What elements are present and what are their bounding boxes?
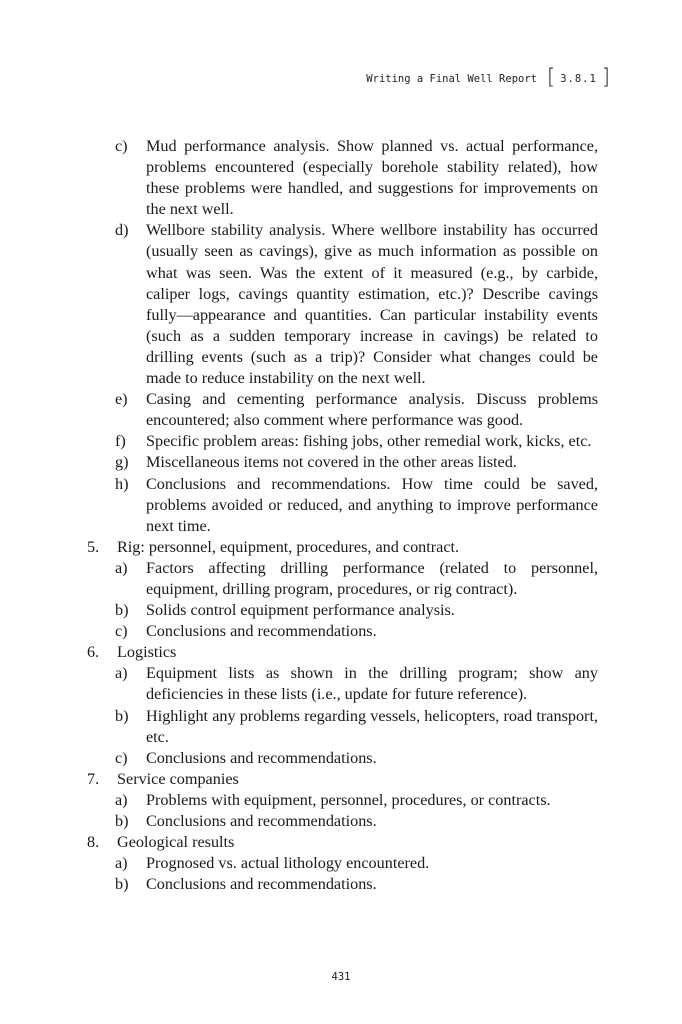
- item-text: Prognosed vs. actual lithology encountered.: [146, 854, 430, 873]
- list-item: [115, 220, 598, 389]
- item-text: Problems with equipment, personnel, procedures, or contracts.: [146, 790, 551, 809]
- item-text: Conclusions and recommendations.: [146, 812, 377, 830]
- list-item: [115, 790, 598, 811]
- item-label: g): [115, 453, 129, 472]
- list-item: [87, 642, 598, 663]
- item-label: a): [115, 558, 128, 577]
- list-item: [115, 706, 598, 748]
- item-text: Specific problem areas: fishing jobs, other remedial work, kicks, etc.: [146, 432, 592, 451]
- item-text: Service companies: [117, 769, 239, 788]
- item-label: b): [115, 875, 129, 894]
- section-bracket-close: ]: [601, 65, 610, 89]
- item-text: Casing and cementing performance analysis. Discuss problems encountered; also comment where performance was good.: [146, 390, 598, 430]
- list-item: [115, 136, 598, 220]
- item-label: b): [115, 706, 129, 725]
- running-header: [366, 65, 610, 89]
- list-item: [87, 832, 598, 853]
- item-text: Geological results: [117, 833, 235, 852]
- list-item: [115, 431, 598, 452]
- item-text: Highlight any problems regarding vessels, helicopters, road transport, etc.: [146, 706, 598, 746]
- running-title: Writing a Final Well Report: [366, 72, 537, 85]
- item-text: Wellbore stability analysis. Where wellbore instability has occurred (usually seen as cavings), give as much information as possible on what was seen. Was the extent of it measured (e.g., by carbide, caliper logs, cavings quantity estimation, etc.)? Describe cavings fully—appearance and quantities. Can particular instability events (such as a sudden temporary increase in cavings) be related to drilling events (such as a trip)? Consider what changes could be made to reduce instability on the next well.: [146, 221, 598, 388]
- list-item: [115, 474, 598, 537]
- item-label: c): [115, 622, 128, 641]
- list-item: [115, 874, 598, 895]
- item-label: a): [115, 854, 128, 873]
- item-label: 6.: [87, 643, 100, 662]
- item-label: a): [115, 790, 128, 809]
- item-text: Conclusions and recommendations. How time could be saved, problems avoided or reduced, and anything to improve performance next time.: [146, 474, 598, 535]
- list-item: [87, 769, 598, 790]
- item-text: Miscellaneous items not covered in the other areas listed.: [146, 453, 517, 472]
- item-text: Logistics: [117, 643, 177, 662]
- list-item: [115, 748, 598, 769]
- item-text: Conclusions and recommendations.: [146, 748, 377, 767]
- list-item: [115, 600, 598, 621]
- item-text: Conclusions and recommendations.: [146, 622, 377, 641]
- list-item: [87, 537, 598, 558]
- item-label: h): [115, 474, 129, 493]
- item-text: Equipment lists as shown in the drilling program; show any deficiencies in these lists (i.e., update for future reference).: [146, 664, 598, 704]
- item-label: 7.: [87, 769, 100, 788]
- list-item: [115, 452, 598, 473]
- item-text: Solids control equipment performance analysis.: [146, 601, 455, 620]
- item-text: Conclusions and recommendations.: [146, 875, 377, 894]
- list-item: [115, 663, 598, 705]
- list-item: [115, 389, 598, 431]
- item-label: c): [115, 137, 128, 155]
- list-item: [115, 621, 598, 642]
- section-number: 3.8.1: [560, 72, 597, 85]
- item-label: b): [115, 812, 129, 830]
- item-label: a): [115, 664, 128, 683]
- item-text: Factors affecting drilling performance (related to personnel, equipment, drilling program, procedures, or rig contract).: [146, 558, 598, 598]
- list-item: [115, 558, 598, 600]
- item-label: e): [115, 390, 128, 409]
- item-label: b): [115, 601, 129, 620]
- item-text: Mud performance analysis. Show planned vs. actual performance, problems encountered (especially borehole stability related), how these problems were handled, and suggestions for improvements on the next well.: [146, 137, 598, 219]
- section-bracket-open: [: [546, 65, 556, 89]
- item-label: f): [115, 432, 126, 451]
- item-text: Rig: personnel, equipment, procedures, and contract.: [117, 537, 460, 556]
- page-body: [0, 136, 682, 895]
- item-label: d): [115, 221, 129, 240]
- item-label: 5.: [87, 537, 100, 556]
- item-label: c): [115, 748, 128, 767]
- list-item: [115, 811, 598, 832]
- item-label: 8.: [87, 833, 100, 852]
- page-number: 431: [331, 971, 351, 983]
- list-item: [115, 853, 598, 874]
